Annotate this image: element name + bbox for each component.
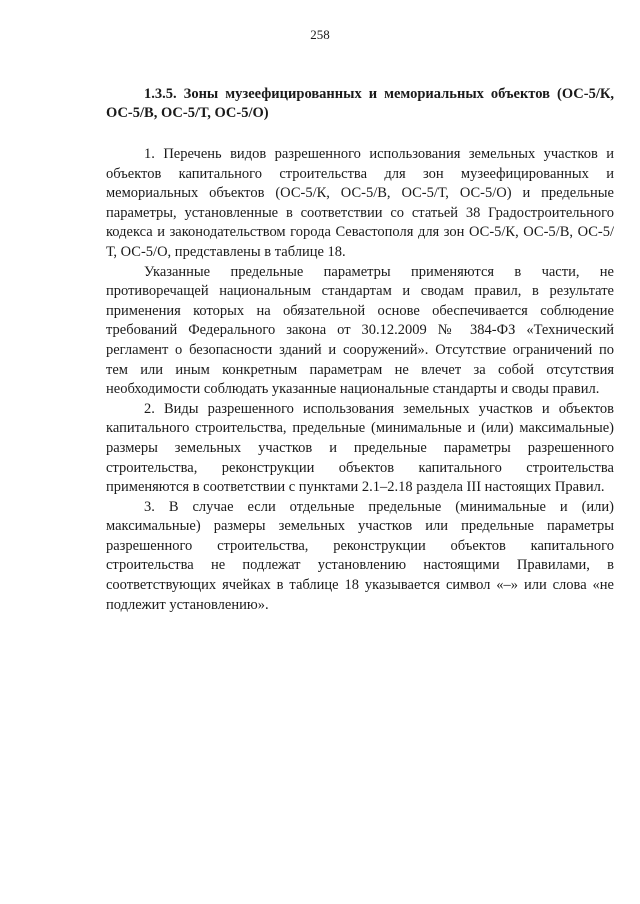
paragraph-3: 2. Виды разрешенного использования земельных участков и объектов капитального строительства, предельные (минимальные и (или) максимальные) размеры земельных участков и предельные параметры разрешенного строительства, реконструкции объектов капитального строительства применяются в соответствии с пунктами 2.1–2.18 раздела III настоящих Правил. — [106, 400, 614, 496]
page-number: 258 — [310, 27, 330, 42]
paragraph-2: Указанные предельные параметры применяются в части, не противоречащей национальным стандартам и сводам правил, в результате применения которых на обязательной основе обеспечивается соблюдение требований Федерального закона от 30.12.2009 № 384-ФЗ «Технический регламент о безопасности зданий и сооружений». Отсутствие ограничений по тем или иным конкретным параметрам не влечет за собой отсутствия необходимости соблюдать указанные национальные стандарты и своды правил. — [106, 263, 614, 398]
section-heading: 1.3.5. Зоны музеефицированных и мемориальных объектов (ОС-5/К, ОС-5/В, ОС-5/Т, ОС-5/О) — [106, 86, 614, 121]
document-body — [106, 85, 614, 615]
paragraph-1: 1. Перечень видов разрешенного использования земельных участков и объектов капитального строительства для зон музеефицированных и мемориальных объектов (ОС-5/К, ОС-5/В, ОС-5/Т, ОС-5/О) и предельные параметры, установленные в соответствии со статьей 38 Градостроительного кодекса и законодательством города Севастополя для зон ОС-5/К, ОС-5/В, ОС-5/Т, ОС-5/О, представлены в таблице 18. — [106, 146, 614, 260]
paragraph-4: 3. В случае если отдельные предельные (минимальные и (или) максимальные) размеры земельных участков или предельные параметры разрешенного строительства, реконструкции объектов капитального строительства не подлежат установлению настоящими Правилами, в соответствующих ячейках в таблице 18 указывается символ «–» или слова «не подлежит установлению». — [106, 498, 614, 613]
